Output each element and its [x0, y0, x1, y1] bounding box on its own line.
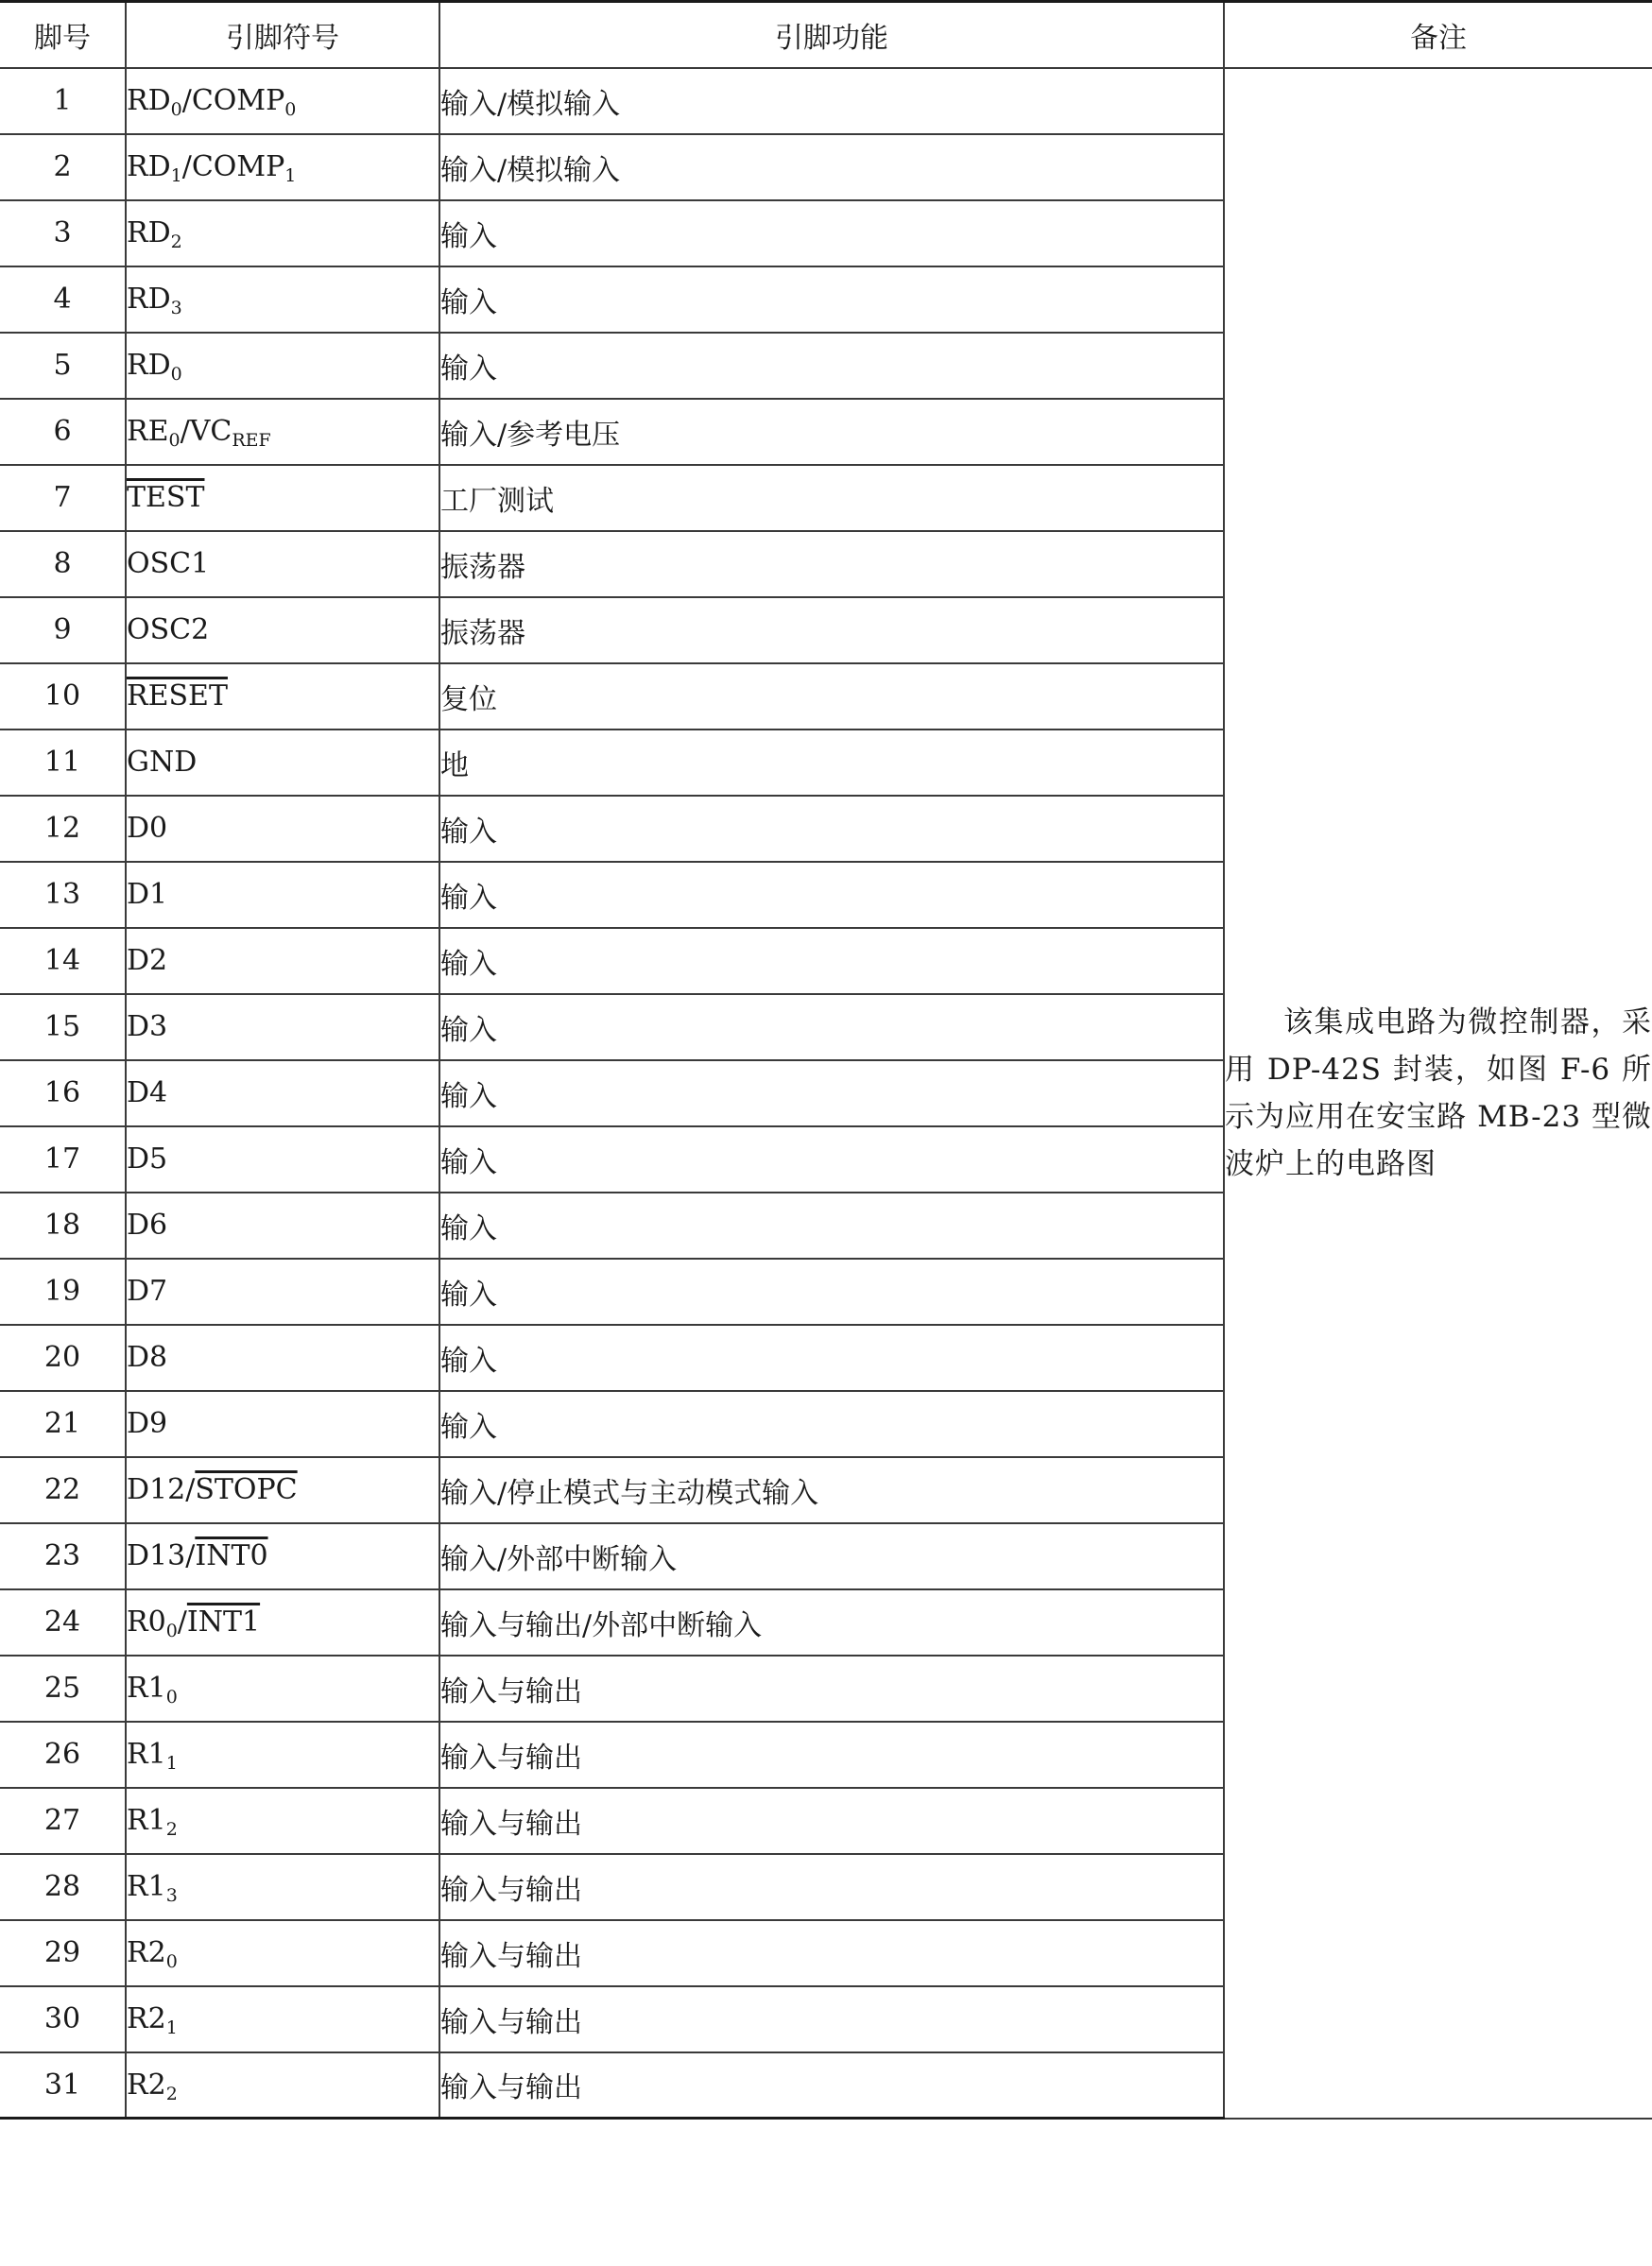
- pin-number-cell: 23: [0, 1523, 126, 1589]
- pin-symbol-subscript: 2: [165, 2083, 178, 2104]
- pin-symbol-text: /COMP: [181, 84, 285, 117]
- pin-number-cell: 1: [0, 68, 126, 134]
- pin-symbol-cell: [126, 1060, 439, 1126]
- pin-function-cell: 输入: [439, 333, 1224, 399]
- pin-symbol-cell: [126, 1325, 439, 1391]
- pin-number-cell: 7: [0, 465, 126, 531]
- pin-symbol-text: D2: [127, 944, 168, 977]
- pin-symbol-cell: [126, 266, 439, 333]
- pin-symbol-subscript: 2: [170, 232, 182, 252]
- pin-symbol-cell: [126, 1391, 439, 1457]
- remark-cell: [1224, 68, 1652, 2119]
- pin-symbol-subscript: 1: [165, 2017, 178, 2038]
- pin-function-cell: 输入: [439, 796, 1224, 862]
- header-remark: 备注: [1224, 2, 1652, 68]
- pin-function-cell: 输入/参考电压: [439, 399, 1224, 465]
- pin-number-cell: 11: [0, 730, 126, 796]
- pin-number-cell: 17: [0, 1126, 126, 1193]
- table-header-row: [0, 2, 1652, 68]
- pin-symbol-subscript: 3: [170, 298, 182, 318]
- pin-function-cell: 振荡器: [439, 531, 1224, 597]
- pin-symbol-text: R0: [127, 1605, 166, 1639]
- pin-number-cell: 20: [0, 1325, 126, 1391]
- pin-function-cell: 输入与输出: [439, 1920, 1224, 1986]
- pin-function-cell: 输入: [439, 862, 1224, 928]
- pin-number-cell: 31: [0, 2052, 126, 2119]
- pin-symbol-cell: [126, 1920, 439, 1986]
- pin-number-cell: 13: [0, 862, 126, 928]
- pin-number-cell: 4: [0, 266, 126, 333]
- pin-symbol-text: INT1: [186, 1605, 261, 1639]
- pin-function-cell: 输入: [439, 1126, 1224, 1193]
- pin-symbol-text: R1: [127, 1738, 166, 1771]
- pin-function-cell: 输入与输出: [439, 1656, 1224, 1722]
- pin-number-cell: 15: [0, 994, 126, 1060]
- pin-number-cell: 8: [0, 531, 126, 597]
- pin-symbol-subscript: 1: [284, 165, 297, 186]
- pin-symbol-cell: [126, 1259, 439, 1325]
- pin-symbol-text: R2: [127, 2002, 166, 2035]
- pin-symbol-text: RD: [127, 84, 171, 117]
- pin-number-cell: 19: [0, 1259, 126, 1325]
- pin-symbol-text: R1: [127, 1672, 166, 1705]
- pin-symbol-text: RD: [127, 216, 171, 249]
- pin-symbol-cell: [126, 796, 439, 862]
- pin-number-cell: 21: [0, 1391, 126, 1457]
- pin-symbol-text: /COMP: [181, 150, 285, 183]
- pin-function-cell: 输入与输出: [439, 1986, 1224, 2052]
- pin-symbol-text: D9: [127, 1407, 168, 1440]
- pin-function-cell: 输入: [439, 1259, 1224, 1325]
- pin-symbol-text: R2: [127, 1936, 166, 1969]
- pin-symbol-text: D6: [127, 1209, 168, 1242]
- pin-function-cell: 输入与输出: [439, 1854, 1224, 1920]
- pin-symbol-text: RE: [127, 415, 169, 448]
- pin-symbol-cell: [126, 730, 439, 796]
- pin-symbol-text: RD: [127, 349, 171, 382]
- pin-function-cell: 输入: [439, 1325, 1224, 1391]
- pin-symbol-subscript: 0: [165, 1621, 178, 1641]
- pin-symbol-subscript: 1: [165, 1753, 178, 1774]
- pin-symbol-text: D12/: [127, 1473, 196, 1506]
- pin-symbol-text: D0: [127, 812, 168, 845]
- pin-symbol-subscript: 0: [284, 99, 297, 120]
- pin-symbol-cell: [126, 1656, 439, 1722]
- pin-symbol-cell: [126, 1126, 439, 1193]
- pin-number-cell: 14: [0, 928, 126, 994]
- table-row: [0, 68, 1652, 134]
- pin-symbol-text: INT0: [195, 1539, 268, 1572]
- pin-symbol-subscript: 0: [165, 1951, 178, 1972]
- pin-symbol-text: /VC: [180, 415, 232, 448]
- pin-symbol-text: D5: [127, 1142, 168, 1176]
- pin-symbol-cell: [126, 1788, 439, 1854]
- pin-number-cell: 18: [0, 1193, 126, 1259]
- pin-function-cell: 输入与输出: [439, 2052, 1224, 2119]
- pin-symbol-text: R1: [127, 1804, 166, 1837]
- pin-function-cell: 输入: [439, 200, 1224, 266]
- pin-symbol-text: GND: [127, 746, 198, 779]
- pin-number-cell: 22: [0, 1457, 126, 1523]
- pin-number-cell: 9: [0, 597, 126, 663]
- pin-symbol-text: D13/: [127, 1539, 196, 1572]
- pin-symbol-cell: [126, 68, 439, 134]
- pin-function-cell: 地: [439, 730, 1224, 796]
- pin-symbol-cell: [126, 597, 439, 663]
- pin-symbol-subscript: 3: [165, 1885, 178, 1906]
- pin-symbol-cell: [126, 994, 439, 1060]
- pin-symbol-text: /: [177, 1605, 187, 1639]
- pin-symbol-cell: [126, 200, 439, 266]
- pin-number-cell: 5: [0, 333, 126, 399]
- pin-symbol-subscript: 0: [165, 1687, 178, 1708]
- pin-function-cell: 输入/外部中断输入: [439, 1523, 1224, 1589]
- remark-text: 该集成电路为微控制器，采用 DP-42S 封装，如图 F-6 所示为应用在安宝路 MB-23 型微波炉上的电路图: [1225, 1004, 1652, 1181]
- pin-symbol-cell: [126, 1589, 439, 1656]
- pin-number-cell: 28: [0, 1854, 126, 1920]
- pin-symbol-text: R2: [127, 2068, 166, 2102]
- pin-number-cell: 2: [0, 134, 126, 200]
- pin-symbol-text: RD: [127, 283, 171, 316]
- pin-function-cell: 输入: [439, 1060, 1224, 1126]
- pin-function-cell: 输入与输出: [439, 1722, 1224, 1788]
- pin-symbol-text: TEST: [127, 481, 205, 514]
- pin-symbol-text: D8: [127, 1341, 168, 1374]
- pin-symbol-cell: [126, 1193, 439, 1259]
- pin-function-cell: 工厂测试: [439, 465, 1224, 531]
- pin-function-cell: 复位: [439, 663, 1224, 730]
- pin-symbol-text: RESET: [127, 679, 228, 712]
- pin-function-cell: 振荡器: [439, 597, 1224, 663]
- pin-symbol-cell: [126, 1722, 439, 1788]
- pin-symbol-subscript: 0: [170, 364, 182, 385]
- pin-symbol-text: D7: [127, 1275, 168, 1308]
- pin-number-cell: 30: [0, 1986, 126, 2052]
- pin-symbol-subscript: 0: [170, 99, 182, 120]
- pin-function-cell: 输入: [439, 1193, 1224, 1259]
- pin-function-cell: 输入: [439, 928, 1224, 994]
- pin-symbol-cell: [126, 333, 439, 399]
- pin-symbol-cell: [126, 134, 439, 200]
- pin-number-cell: 12: [0, 796, 126, 862]
- pin-number-cell: 25: [0, 1656, 126, 1722]
- pin-symbol-cell: [126, 1854, 439, 1920]
- pin-symbol-cell: [126, 465, 439, 531]
- header-pin-function: 引脚功能: [439, 2, 1224, 68]
- pin-symbol-cell: [126, 1523, 439, 1589]
- pin-symbol-cell: [126, 928, 439, 994]
- pin-symbol-text: STOPC: [195, 1473, 298, 1506]
- pin-symbol-subscript: REF: [232, 430, 271, 451]
- pin-symbol-subscript: 0: [168, 430, 181, 451]
- pin-symbol-cell: [126, 663, 439, 730]
- pin-symbol-text: D4: [127, 1076, 168, 1109]
- pin-symbol-text: OSC2: [127, 613, 210, 646]
- pin-symbol-cell: [126, 862, 439, 928]
- pin-symbol-subscript: 2: [165, 1819, 178, 1840]
- pin-number-cell: 16: [0, 1060, 126, 1126]
- pin-number-cell: 6: [0, 399, 126, 465]
- pin-number-cell: 27: [0, 1788, 126, 1854]
- pin-symbol-text: OSC1: [127, 547, 210, 580]
- pin-number-cell: 26: [0, 1722, 126, 1788]
- pin-symbol-cell: [126, 1986, 439, 2052]
- pin-symbol-cell: [126, 399, 439, 465]
- pin-number-cell: 24: [0, 1589, 126, 1656]
- pin-function-cell: 输入与输出: [439, 1788, 1224, 1854]
- pin-function-cell: 输入: [439, 266, 1224, 333]
- pin-symbol-subscript: 1: [170, 165, 182, 186]
- table-body: [0, 68, 1652, 2119]
- pin-function-cell: 输入与输出/外部中断输入: [439, 1589, 1224, 1656]
- pin-function-cell: 输入: [439, 994, 1224, 1060]
- header-pin-no: 脚号: [0, 2, 126, 68]
- pin-number-cell: 10: [0, 663, 126, 730]
- pin-function-cell: 输入/停止模式与主动模式输入: [439, 1457, 1224, 1523]
- pin-symbol-cell: [126, 1457, 439, 1523]
- pin-symbol-text: D3: [127, 1010, 168, 1043]
- pin-number-cell: 3: [0, 200, 126, 266]
- pin-number-cell: 29: [0, 1920, 126, 1986]
- pin-symbol-text: RD: [127, 150, 171, 183]
- pin-function-cell: 输入/模拟输入: [439, 68, 1224, 134]
- pin-symbol-text: D1: [127, 878, 168, 911]
- pin-symbol-text: R1: [127, 1870, 166, 1903]
- pin-symbol-cell: [126, 531, 439, 597]
- pin-symbol-cell: [126, 2052, 439, 2119]
- pin-function-cell: 输入/模拟输入: [439, 134, 1224, 200]
- header-pin-symbol: 引脚符号: [126, 2, 439, 68]
- pin-function-cell: 输入: [439, 1391, 1224, 1457]
